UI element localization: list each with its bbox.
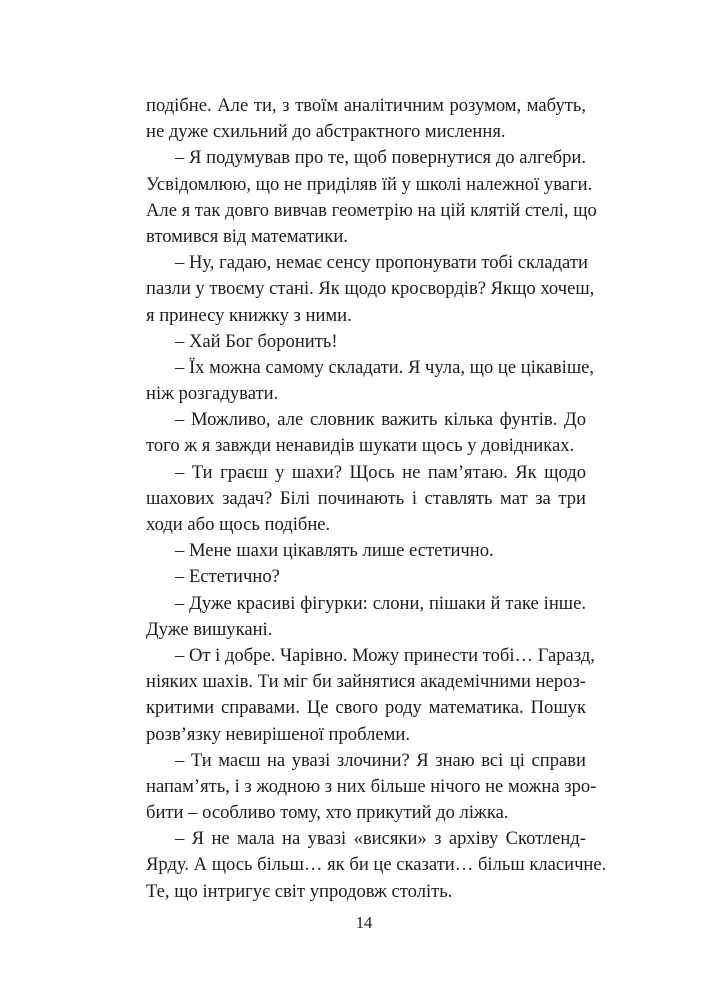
text-line: ніяких шахів. Ти міг би зайнятися академічними нероз-: [146, 671, 586, 693]
text-line: того ж я завжди ненавидів шукати щось у довідниках.: [146, 435, 575, 457]
text-line: – Мене шахи цікавлять лише естетично.: [175, 540, 494, 562]
text-line: – Ти граєш у шахи? Щось не пам’ятаю. Як щодо: [175, 461, 586, 483]
text-line: Усвідомлюю, що не приділяв їй у школі належної уваги.: [146, 173, 593, 195]
text-line: критими справами. Це свого роду математика. Пошук: [146, 697, 586, 719]
text-line: Дуже вишукані.: [146, 618, 273, 640]
text-line: бити – особливо тому, хто прикутий до ліжка.: [146, 802, 509, 824]
text-line: Те, що інтригує світ упродовж століть.: [146, 880, 453, 902]
text-line: Ярду. А щось більш… як би це сказати… більш класичне.: [146, 854, 607, 876]
text-line: – Можливо, але словник важить кілька фунтів. До: [175, 409, 586, 431]
text-line: Але я так довго вивчав геометрію на цій клятій стелі, що: [146, 199, 597, 221]
text-line: розв’язку невирішеної проблеми.: [146, 723, 410, 745]
text-line: не дуже схильний до абстрактного мислення.: [146, 121, 506, 143]
text-line: подібне. Але ти, з твоїм аналітичним розумом, мабуть,: [146, 95, 586, 116]
text-line: – Я не мала на увазі «висяки» з архіву Скотленд-: [175, 828, 586, 850]
text-line: втомився від математики.: [146, 225, 348, 247]
page-number: 14: [355, 913, 373, 932]
text-line: – От і добре. Чарівно. Можу принести тобі… Гаразд,: [175, 644, 595, 666]
text-line: – Я подумував про те, щоб повернутися до алгебри.: [175, 147, 586, 169]
text-line: ніж розгадувати.: [146, 383, 279, 405]
text-line: я принесу книжку з ними.: [146, 304, 352, 326]
text-line: – Естетично?: [175, 566, 280, 588]
text-line: – Хай Бог боронить!: [175, 330, 338, 352]
text-line: – Дуже красиві фігурки: слони, пішаки й таке інше.: [175, 592, 586, 614]
text-line: пазли у твоєму стані. Як щодо кросвордів? Якщо хочеш,: [146, 278, 595, 300]
text-line: ходи або щось подібне.: [146, 514, 331, 535]
text-line: – Ну, гадаю, немає сенсу пропонувати тобі складати: [175, 252, 588, 274]
text-line: шахових задач? Білі починають і ставлять мат за три: [146, 487, 586, 509]
text-line: напам’ять, і з жодною з них більше нічого не можна зро-: [146, 775, 597, 797]
text-line: – Ти маєш на увазі злочини? Я знаю всі ці справи: [175, 749, 586, 771]
body-text: [146, 93, 607, 905]
text-line: – Їх можна самому складати. Я чула, що це цікавіше,: [175, 356, 595, 378]
